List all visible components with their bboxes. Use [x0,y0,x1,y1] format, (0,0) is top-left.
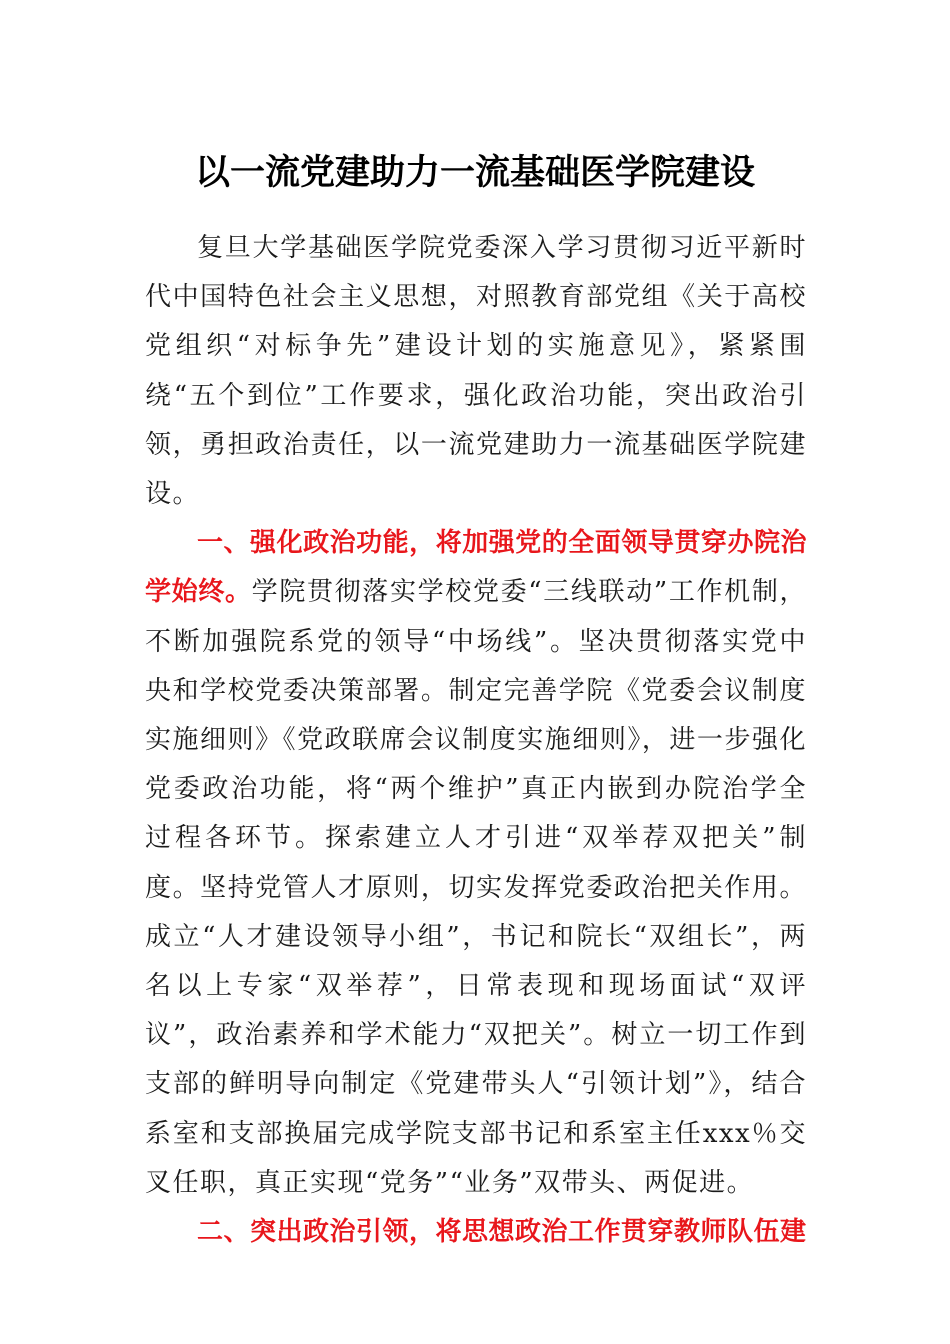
paragraph-text: 学院贯彻落实学校党委“三线联动”工作机制，不断加强院系党的领导“中场线”。坚决贯彻落实党中央和学校党委决策部署。制定完善学院《党委会议制度实施细则》《党政联席会议制度实施细则》，进一步强化党委政治功能，将“两个维护”真正内嵌到办院治学全过程各环节。探索建立人才引进“双举荐双把关”制度。坚持党管人才原则，切实发挥党委政治把关作用。成立“人才建设领导小组”，书记和院长“双组长”，两名以上专家“双举荐”，日常表现和现场面试“双评议”，政治素养和学术能力“双把关”。树立一切工作到支部的鲜明导向制定《党建带头人“引领计划”》，结合系室和支部换届完成学院支部书记和系室主任xxx％交叉任职，真正实现“党务”“业务”双带头、两促进。 [145,577,807,1198]
section-one-paragraph [145,519,807,1208]
document-title: 以一流党建助力一流基础医学院建设 [194,152,755,193]
section-heading: 一、强化政治功能，将加强党的全面领导贯穿办院治学始终。 [145,528,807,608]
intro-paragraph [145,224,807,519]
section-heading: 二、突出政治引领，将思想政治工作贯穿教师队伍建 [197,1217,807,1248]
paragraph-text: 复旦大学基础医学院党委深入学习贯彻习近平新时代中国特色社会主义思想，对照教育部党组《关于高校党组织“对标争先”建设计划的实施意见》，紧紧围绕“五个到位”工作要求，强化政治功能，突出政治引领，勇担政治责任，以一流党建助力一流基础医学院建设。 [145,233,807,510]
document-body [145,224,807,1257]
section-two-paragraph [145,1208,807,1257]
